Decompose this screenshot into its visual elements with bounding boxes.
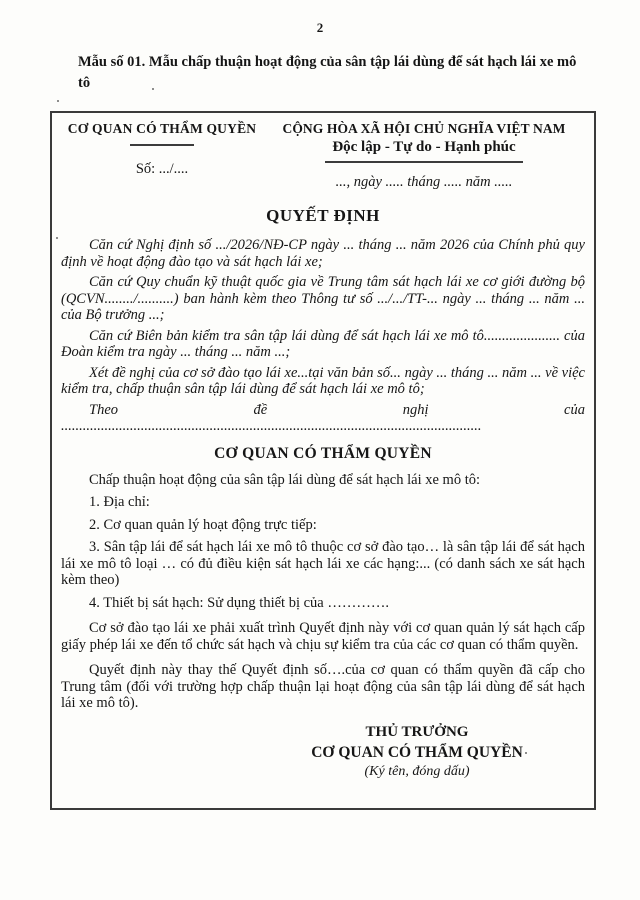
national-motto: Độc lập - Tự do - Hạnh phúc (332, 139, 516, 155)
scan-speck (56, 237, 58, 239)
scan-speck (57, 100, 59, 102)
national-header-block (263, 121, 585, 191)
preamble-section (61, 237, 585, 435)
decision-body-section (61, 472, 585, 712)
decision-form-box (50, 111, 596, 810)
preamble-clause-recommendation: Theo đề nghị của .................................................................................................................... (61, 401, 585, 434)
signature-instruction: (Ký tên, đóng dấu) (364, 763, 470, 779)
motto-divider-line (325, 161, 523, 163)
item-address: 1. Địa chỉ: (89, 494, 150, 510)
authority-heading: CƠ QUAN CÓ THẨM QUYỀN (214, 444, 432, 462)
item-practice-ground: 3. Sân tập lái để sát hạch lái xe mô tô thuộc cơ sở đào tạo… là sân tập lái để sát hạch lái xe mô tô loại … có đủ điều kiện sát hạch lái xe các hạng:... (có danh sách xe sát hạch kèm theo) (61, 539, 585, 588)
issuing-authority-block (61, 121, 263, 191)
form-title: Mẫu số 01. Mẫu chấp thuận hoạt động của sân tập lái dùng để sát hạch lái xe mô tô (78, 54, 577, 91)
preamble-clause-proposal: Xét đề nghị của cơ sở đào tạo lái xe...tại văn bản số... ngày ... tháng ... năm ... về việc kiểm tra, chấp thuận sân tập lái dùng để sát hạch lái xe mô tô; (61, 364, 585, 397)
date-place-line: ..., ngày ..... tháng ..... năm ..... (335, 174, 513, 190)
item-test-equipment: 4. Thiết bị sát hạch: Sử dụng thiết bị của …………. (89, 594, 389, 611)
item-managing-agency: 2. Cơ quan quản lý hoạt động trực tiếp: (89, 516, 317, 533)
decision-title: QUYẾT ĐỊNH (266, 206, 380, 225)
preamble-clause-decree: Căn cứ Nghị định số .../2026/NĐ-CP ngày ... tháng ... năm 2026 của Chính phủ quy định về hoạt động đào tạo và sát hạch lái xe; (61, 237, 585, 270)
scan-speck (525, 752, 527, 754)
national-title: CỘNG HÒA XÃ HỘI CHỦ NGHĨA VIỆT NAM (282, 121, 566, 136)
preamble-clause-inspection-record: Căn cứ Biên bản kiểm tra sân tập lái dùng để sát hạch lái xe mô tô..................... của Đoàn kiểm tra ngày ... tháng ... năm ...; (61, 327, 585, 360)
signer-organization: CƠ QUAN CÓ THẨM QUYỀN (311, 743, 523, 761)
document-number: Số: .../.... (135, 161, 189, 177)
page-number: 2 (316, 20, 324, 35)
scan-speck (152, 88, 154, 90)
document-header (61, 121, 585, 191)
signature-block (297, 722, 537, 780)
header-divider-line (130, 144, 194, 146)
replacement-paragraph: Quyết định này thay thế Quyết định số….của cơ quan có thẩm quyền đã cấp cho Trung tâm (đối với trường hợp chấp thuận lại hoạt động của sân tập lái dùng để sát hạch lái xe mô tô). (61, 662, 585, 711)
approval-statement: Chấp thuận hoạt động của sân tập lái dùng để sát hạch lái xe mô tô: (89, 471, 480, 488)
signer-title: THỦ TRƯỞNG (365, 723, 469, 740)
preamble-clause-technical-standard: Căn cứ Quy chuẩn kỹ thuật quốc gia về Trung tâm sát hạch lái xe cơ giới đường bộ (QCVN......../..........) ban hành kèm theo Thông tư số .../.../TT-... ngày ... tháng ... năm ... của Bộ trưởng ...; (61, 274, 585, 323)
obligation-paragraph: Cơ sở đào tạo lái xe phải xuất trình Quyết định này với cơ quan quản lý sát hạch cấp giấy phép lái xe đến tổ chức sát hạch và chịu sự kiểm tra của các cơ quan có thẩm quyền. (61, 620, 585, 653)
issuing-authority-name: CƠ QUAN CÓ THẨM QUYỀN (67, 121, 257, 136)
